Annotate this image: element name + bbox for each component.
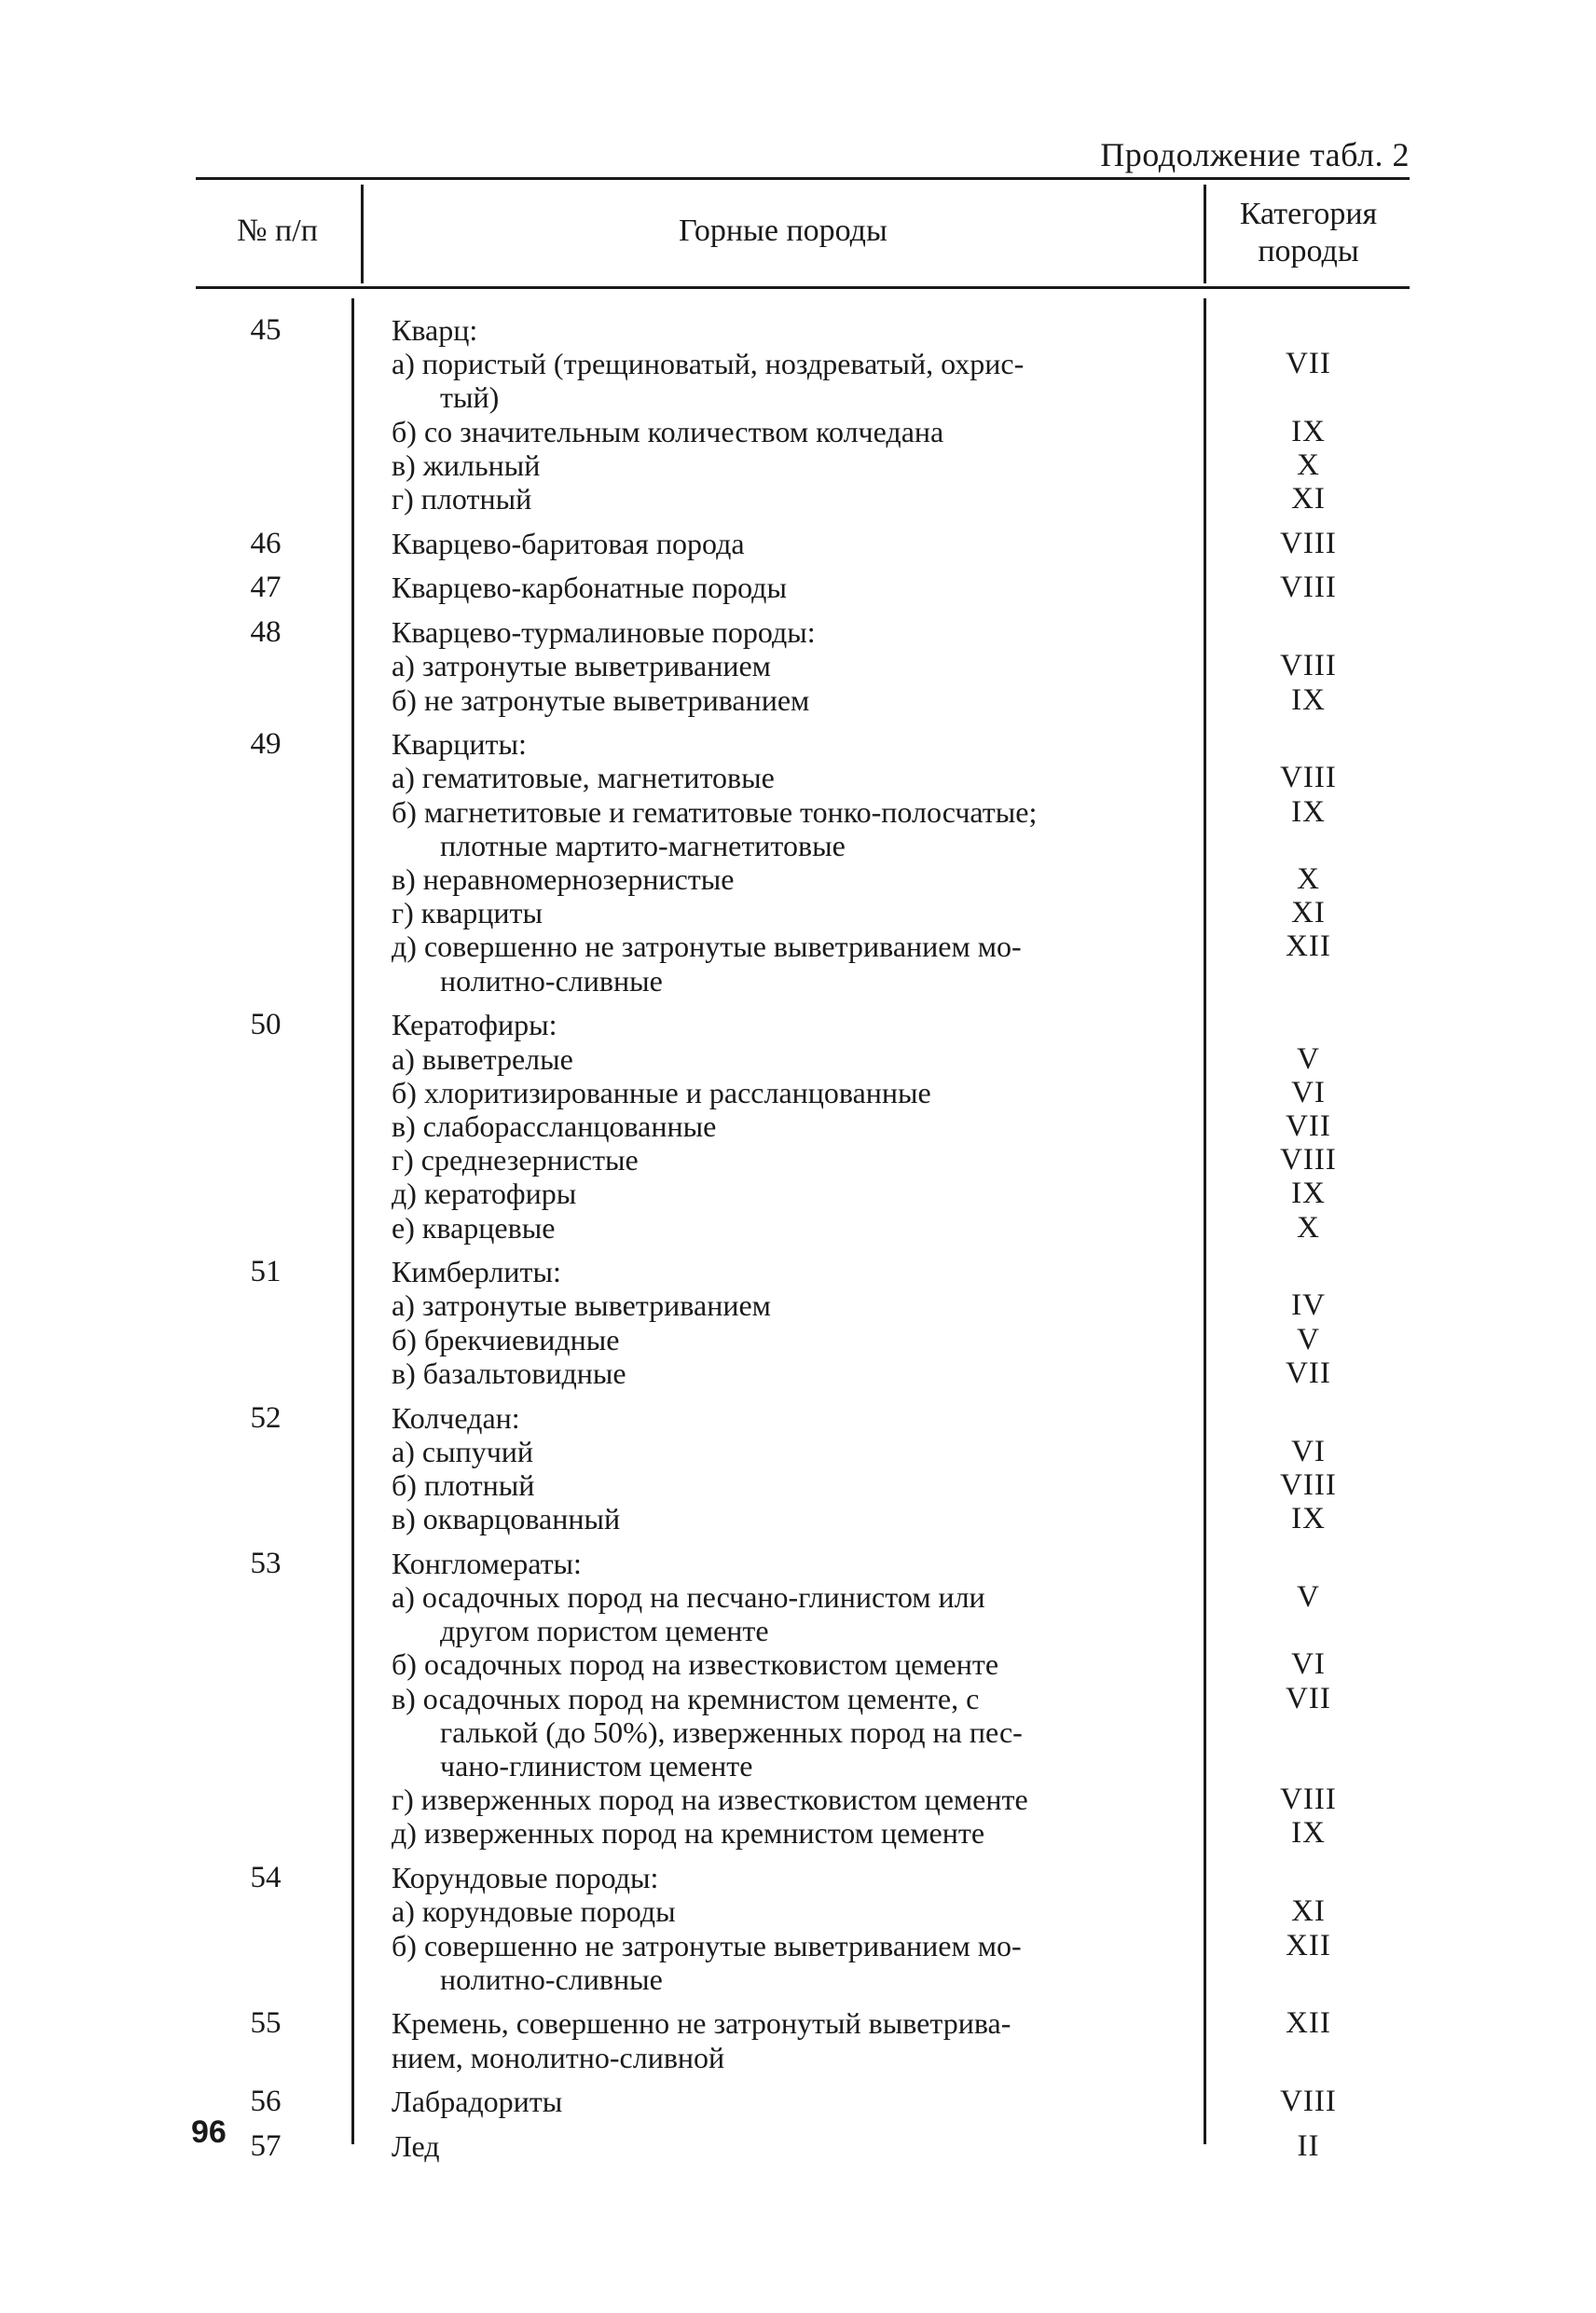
rock-line: д) совершенно не затронутые выветриванием мо-: [392, 929, 1022, 964]
rock-line: Кварц:: [392, 313, 478, 347]
rock-category: IX: [1291, 794, 1326, 829]
rock-line: Лабрадориты: [392, 2085, 563, 2119]
rock-category: IX: [1291, 1502, 1326, 1536]
rock-line: в) слаборассланцованные: [392, 1108, 717, 1143]
table-top-rule: [196, 177, 1410, 180]
page-number: 96: [191, 2114, 227, 2150]
rock-category: VIII: [1280, 1467, 1337, 1502]
row-number: 56: [250, 2085, 282, 2119]
rock-category: VIII: [1280, 1143, 1337, 1177]
rock-line: а) гематитовые, магнетитовые: [392, 761, 775, 795]
rock-category: VIII: [1280, 526, 1337, 560]
rock-category: VI: [1291, 1075, 1326, 1109]
row-number: 55: [250, 2006, 282, 2041]
rock-category: V: [1297, 1580, 1320, 1614]
rock-category: XI: [1291, 482, 1326, 516]
rock-category: XI: [1291, 896, 1326, 930]
rock-line: Кварцево-турмалиновые породы:: [392, 615, 816, 650]
rock-line: а) затронутые выветриванием: [392, 649, 771, 683]
rock-line: б) магнетитовые и гематитовые тонко-полосчатые;: [392, 794, 1038, 829]
rock-line: а) затронутые выветриванием: [392, 1288, 771, 1323]
rock-line: плотные мартито-магнетитовые: [440, 828, 846, 862]
rock-line: г) плотный: [392, 482, 532, 516]
row-number: 47: [250, 571, 282, 605]
rock-line: Корундовые породы:: [392, 1861, 659, 1895]
rock-line: другом пористом цементе: [440, 1614, 769, 1648]
row-number: 54: [250, 1861, 282, 1895]
rock-line: Кремень, совершенно не затронутый выветрива-: [392, 2006, 1011, 2041]
rock-category: VIII: [1280, 2085, 1337, 2119]
rock-line: в) осадочных пород на кремнистом цементе, с: [392, 1681, 980, 1715]
rock-category: X: [1297, 447, 1320, 482]
rock-line: в) жильный: [392, 447, 541, 482]
row-number: 53: [250, 1546, 282, 1580]
rock-category: VII: [1286, 1356, 1331, 1390]
rock-category: VIII: [1280, 761, 1337, 795]
row-number: 45: [250, 313, 282, 347]
rock-line: г) среднезернистые: [392, 1143, 639, 1177]
rock-category: XII: [1286, 929, 1331, 964]
rock-category: VI: [1291, 1434, 1326, 1468]
row-number: 49: [250, 727, 282, 762]
rock-line: д) изверженных пород на кремнистом цементе: [392, 1816, 985, 1851]
rock-line: в) окварцованный: [392, 1502, 621, 1536]
rock-category: IX: [1291, 414, 1326, 448]
rock-category: XII: [1286, 1928, 1331, 1962]
rock-category: VII: [1286, 1108, 1331, 1143]
rock-category: VIII: [1280, 571, 1337, 605]
rock-line: Колчедан:: [392, 1400, 520, 1435]
rock-line: б) не затронутые выветриванием: [392, 682, 810, 717]
rock-category: IX: [1291, 1177, 1326, 1211]
table-header-rule: [196, 286, 1410, 289]
rock-category: V: [1297, 1322, 1320, 1356]
row-number: 52: [250, 1400, 282, 1435]
row-number: 48: [250, 615, 282, 650]
rock-line: б) хлоритизированные и рассланцованные: [392, 1075, 931, 1109]
rock-line: галькой (до 50%), изверженных пород на пес-: [440, 1714, 1023, 1749]
rock-line: б) плотный: [392, 1467, 535, 1502]
rock-category: V: [1297, 1041, 1320, 1076]
rock-category: XII: [1286, 2006, 1331, 2041]
rock-category: X: [1297, 862, 1320, 896]
rock-line: в) неравномернозернистые: [392, 862, 735, 896]
rock-category: IX: [1291, 1816, 1326, 1851]
rock-line: а) выветрелые: [392, 1041, 573, 1076]
rock-line: Лед: [392, 2129, 440, 2163]
rock-category: X: [1297, 1210, 1320, 1245]
rock-line: г) изверженных пород на известковистом цементе: [392, 1783, 1028, 1817]
table-continuation-caption: Продолжение табл. 2: [1100, 136, 1410, 173]
row-number: 57: [250, 2129, 282, 2163]
header-category-line1: Категория: [1239, 197, 1378, 231]
header-rock-types: Горные породы: [679, 213, 887, 248]
header-number: № п/п: [237, 213, 318, 248]
rock-line: б) осадочных пород на известковистом цементе: [392, 1647, 999, 1682]
rock-line: Кварцево-карбонатные породы: [392, 571, 787, 605]
rock-line: Кварциты:: [392, 727, 527, 762]
header-category-line2: породы: [1258, 234, 1359, 268]
rock-category: VII: [1286, 347, 1331, 381]
rock-category: VII: [1286, 1681, 1331, 1715]
row-number: 51: [250, 1255, 282, 1289]
body-separator-left: [351, 298, 354, 2144]
header-separator-right: [1204, 185, 1206, 283]
rock-line: нолитно-сливные: [440, 1962, 663, 1996]
rock-line: тый): [440, 380, 500, 415]
rock-line: е) кварцевые: [392, 1210, 556, 1245]
rock-line: нием, монолитно-сливной: [392, 2040, 725, 2074]
rock-line: Кимберлиты:: [392, 1255, 561, 1289]
rock-line: чано-глинистом цементе: [440, 1749, 753, 1783]
row-number: 50: [250, 1008, 282, 1042]
rock-category: IX: [1291, 682, 1326, 717]
rock-line: Кварцево-баритовая порода: [392, 526, 745, 560]
rock-line: б) со значительным количеством колчедана: [392, 414, 944, 448]
row-number: 46: [250, 526, 282, 560]
rock-line: б) совершенно не затронутые выветриванием мо-: [392, 1928, 1022, 1962]
rock-category: VIII: [1280, 649, 1337, 683]
rock-category: II: [1297, 2129, 1320, 2163]
body-separator-right: [1204, 298, 1206, 2144]
rock-line: а) осадочных пород на песчано-глинистом или: [392, 1580, 985, 1614]
rock-line: а) сыпучий: [392, 1434, 534, 1468]
rock-line: б) брекчиевидные: [392, 1322, 620, 1356]
rock-category: VI: [1291, 1647, 1326, 1682]
rock-line: д) кератофиры: [392, 1177, 577, 1211]
rock-line: г) кварциты: [392, 896, 543, 930]
rock-category: IV: [1291, 1288, 1326, 1323]
rock-line: Кератофиры:: [392, 1008, 557, 1042]
rock-category: XI: [1291, 1894, 1326, 1929]
rock-category: VIII: [1280, 1783, 1337, 1817]
rock-line: а) пористый (трещиноватый, ноздреватый, охрис-: [392, 347, 1025, 381]
rock-line: Конгломераты:: [392, 1546, 582, 1580]
header-category: [1207, 196, 1410, 270]
rock-line: в) базальтовидные: [392, 1356, 626, 1390]
rock-line: нолитно-сливные: [440, 963, 663, 998]
rock-line: а) корундовые породы: [392, 1894, 676, 1929]
